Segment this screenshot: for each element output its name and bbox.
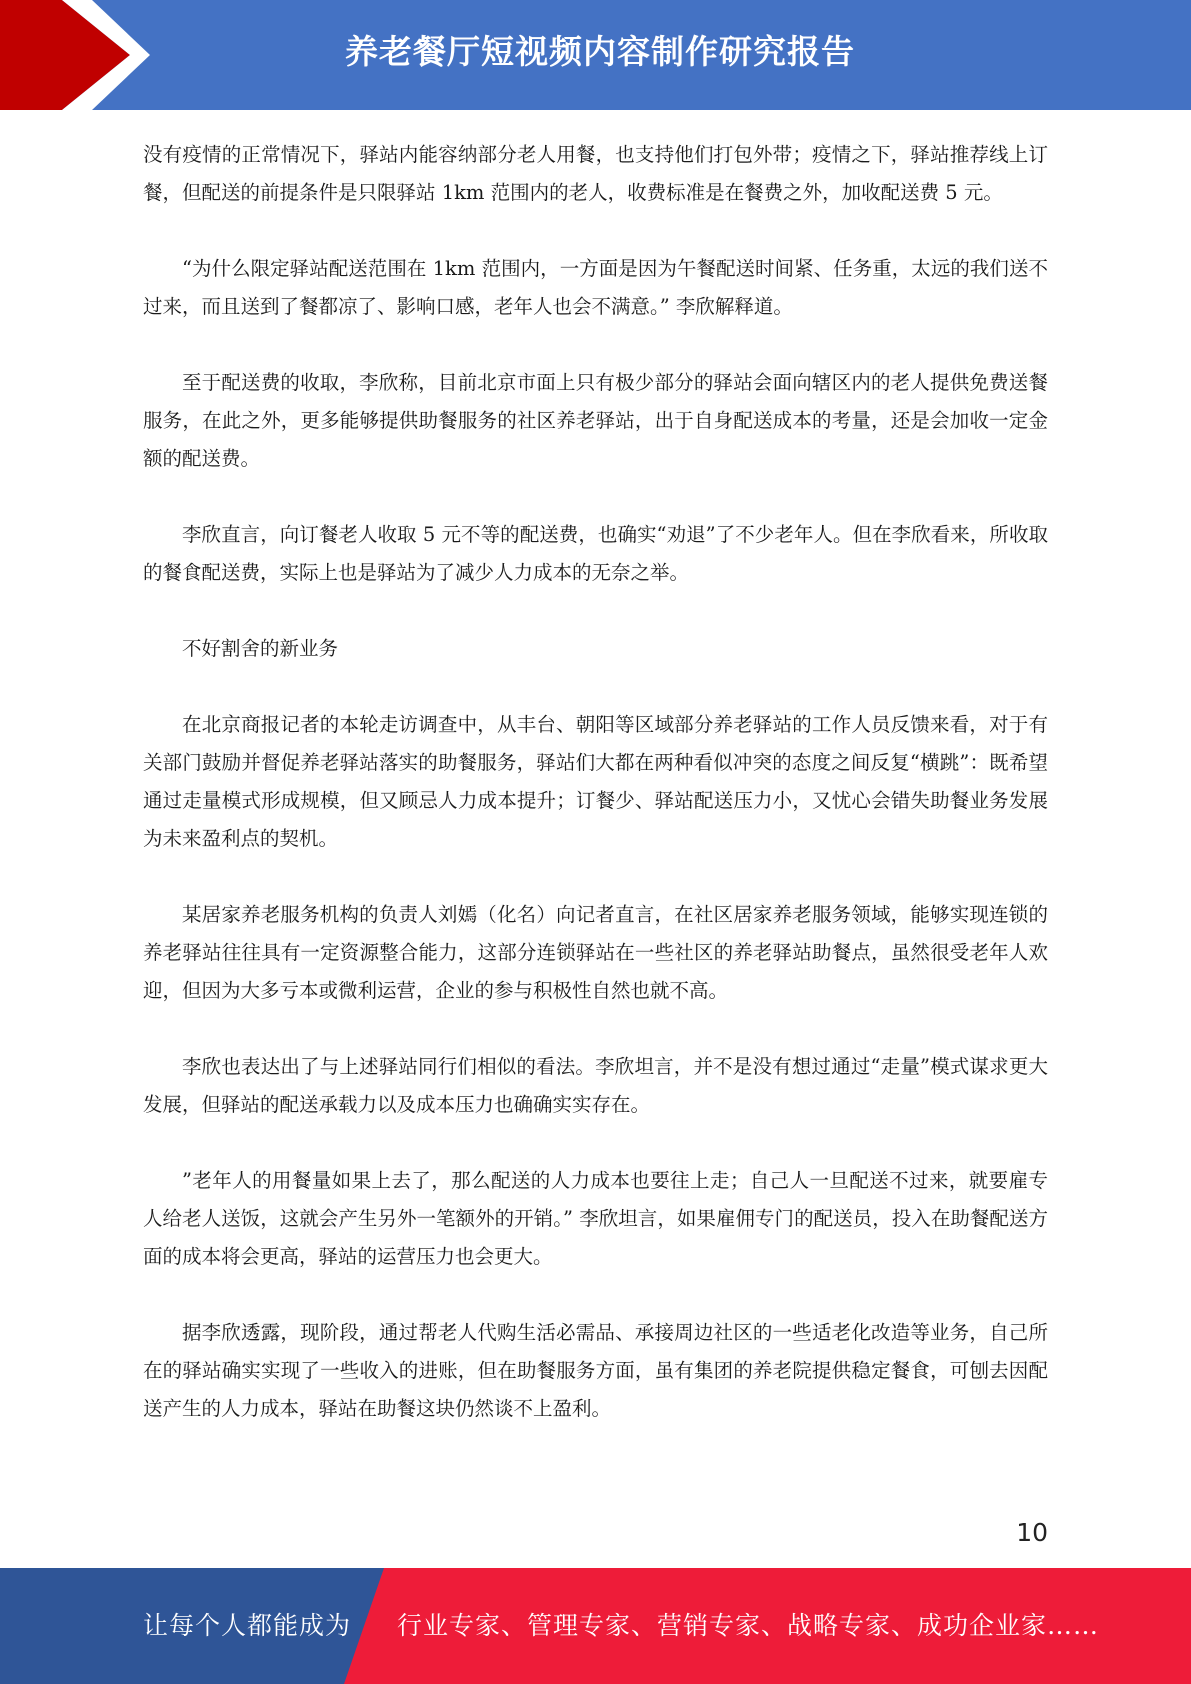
header-banner: [0, 0, 1191, 110]
section-heading: 不好割舍的新业务: [182, 637, 339, 660]
paragraph-5: 在北京商报记者的本轮走访调查中，从丰台、朝阳等区域部分养老驿站的工作人员反馈来看，对于有关部门鼓励并督促养老驿站落实的助餐服务，驿站们大都在两种看似冲突的态度之间反复“横跳”：既希望通过走量模式形成规模，但又顾忌人力成本提升；订餐少、驿站配送压力小，又忧心会错失助餐业务发展为未来盈利点的契机。: [143, 713, 1048, 850]
paragraph-6: 某居家养老服务机构的负责人刘嫣（化名）向记者直言，在社区居家养老服务领域，能够实现连锁的养老驿站往往具有一定资源整合能力，这部分连锁驿站在一些社区的养老驿站助餐点，虽然很受老年人欢迎，但因为大多亏本或微利运营，企业的参与积极性自然也就不高。: [143, 903, 1048, 1002]
article-body: [143, 136, 1048, 1466]
report-title: 养老餐厅短视频内容制作研究报告: [345, 32, 855, 71]
paragraph-1: 没有疫情的正常情况下，驿站内能容纳部分老人用餐，也支持他们打包外带；疫情之下，驿站推荐线上订餐，但配送的前提条件是只限驿站 1km 范围内的老人，收费标准是在餐费之外，加收配送费 5 元。: [143, 143, 1048, 204]
footer-slogan-left: 让每个人都能成为: [143, 1611, 352, 1640]
paragraph-3: 至于配送费的收取，李欣称，目前北京市面上只有极少部分的驿站会面向辖区内的老人提供免费送餐服务，在此之外，更多能够提供助餐服务的社区养老驿站，出于自身配送成本的考量，还是会加收一定金额的配送费。: [143, 371, 1048, 470]
paragraph-7: 李欣也表达出了与上述驿站同行们相似的看法。李欣坦言，并不是没有想过通过“走量”模式谋求更大发展，但驿站的配送承载力以及成本压力也确确实实存在。: [143, 1055, 1048, 1116]
paragraph-9: 据李欣透露，现阶段，通过帮老人代购生活必需品、承接周边社区的一些适老化改造等业务，自己所在的驿站确实实现了一些收入的进账，但在助餐服务方面，虽有集团的养老院提供稳定餐食，可刨去因配送产生的人力成本，驿站在助餐这块仍然谈不上盈利。: [143, 1321, 1048, 1420]
paragraph-8: ”老年人的用餐量如果上去了，那么配送的人力成本也要往上走；自己人一旦配送不过来，就要雇专人给老人送饭，这就会产生另外一笔额外的开销。” 李欣坦言，如果雇佣专门的配送员，投入在助餐配送方面的成本将会更高，驿站的运营压力也会更大。: [143, 1169, 1048, 1268]
paragraph-4: 李欣直言，向订餐老人收取 5 元不等的配送费，也确实“劝退”了不少老年人。但在李欣看来，所收取的餐食配送费，实际上也是驿站为了减少人力成本的无奈之举。: [143, 523, 1048, 584]
page-number: 10: [1016, 1518, 1048, 1547]
paragraph-2: “为什么限定驿站配送范围在 1km 范围内，一方面是因为午餐配送时间紧、任务重，太远的我们送不过来，而且送到了餐都凉了、影响口感，老年人也会不满意。” 李欣解释道。: [143, 257, 1048, 318]
footer-banner: [0, 1568, 1191, 1684]
footer-slogan-right: 行业专家、管理专家、营销专家、战略专家、成功企业家……: [397, 1611, 1100, 1640]
